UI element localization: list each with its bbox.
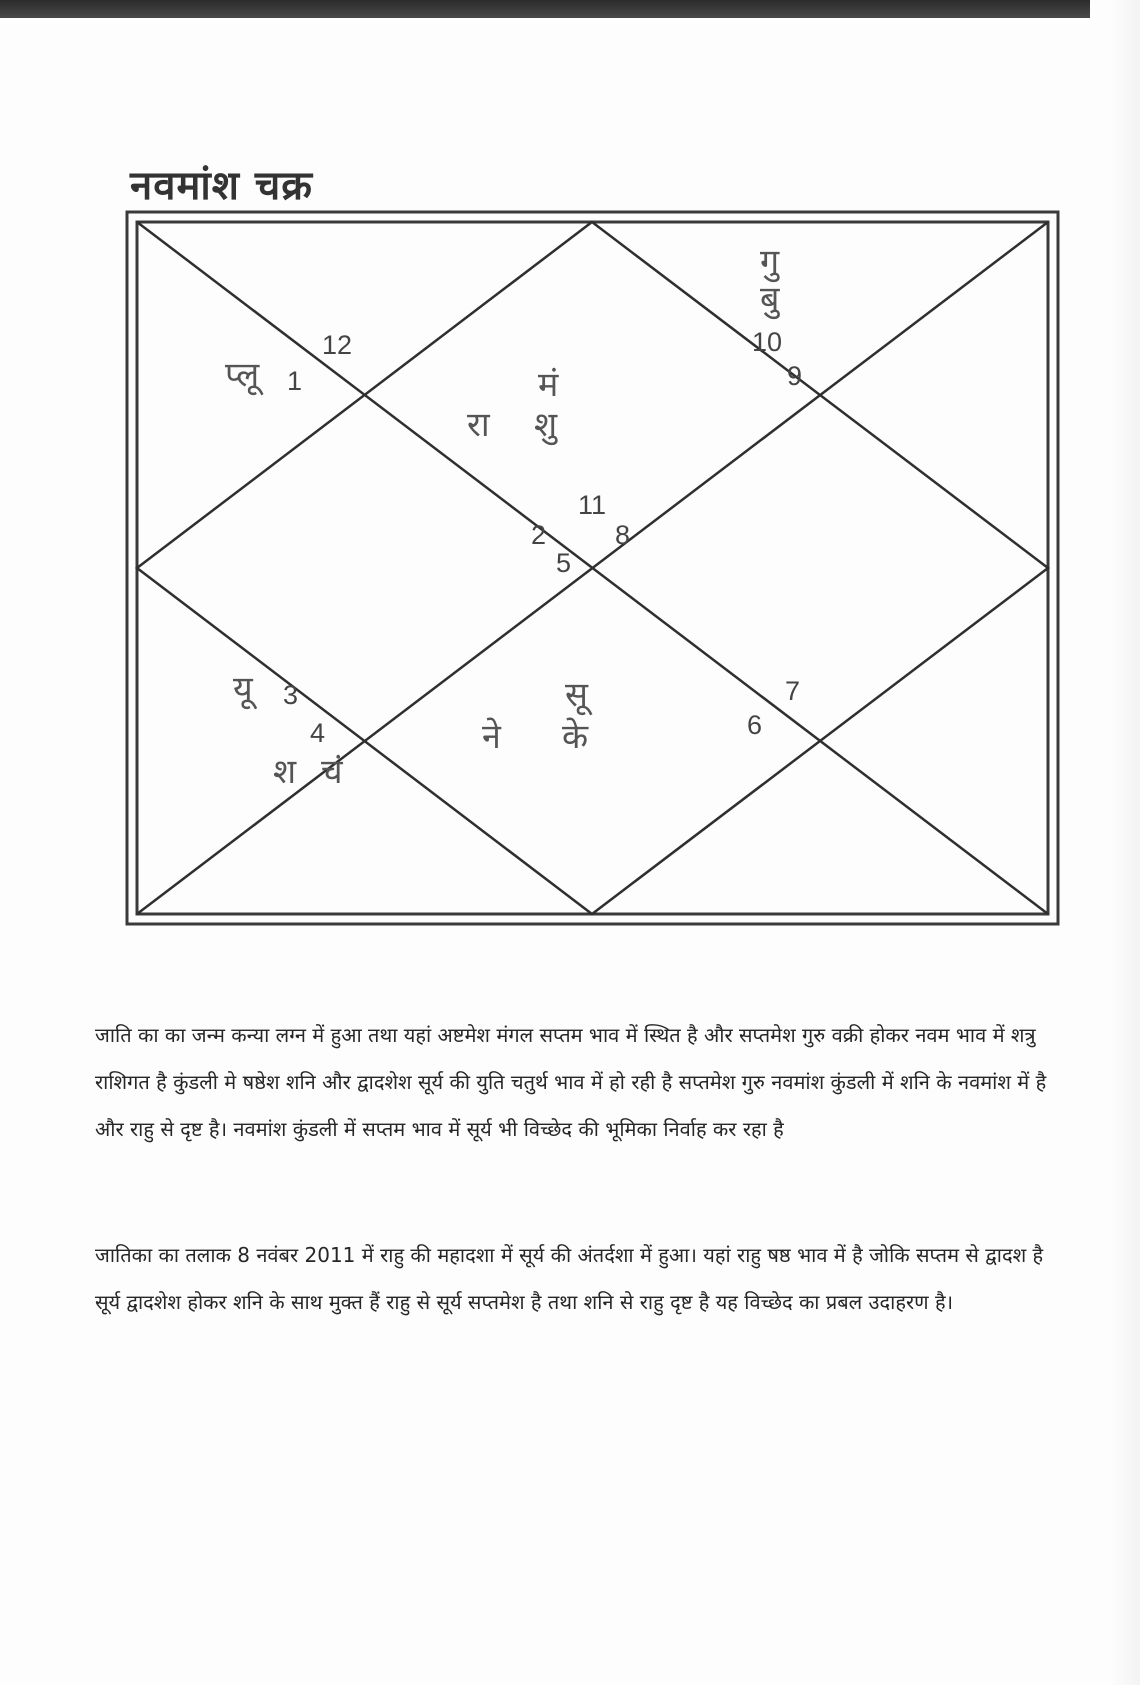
scan-top-border — [0, 0, 1090, 18]
planet-shani: श — [273, 752, 297, 792]
planet-surya: सू — [565, 675, 588, 715]
navamsha-chart — [125, 210, 1060, 926]
house-number-12: 12 — [322, 330, 353, 360]
house-number-6: 6 — [747, 710, 763, 740]
house-number-7: 7 — [785, 676, 801, 706]
paragraph-divorce-example: जातिका का तलाक 8 नवंबर 2011 में राहु की महादशा में सूर्य की अंतर्दशा में हुआ। यहां राहु षष्ठ भाव में है जोकि सप्तम से द्वादश है सूर्य द्वादशेश होकर शनि के साथ मुक्त हैं राहु से सूर्य सप्तमेश है तथा शनि से राहु दृष्ट है यह विच्छेद का प्रबल उदाहरण है। — [95, 1243, 1044, 1314]
planet-neptune: ने — [482, 717, 501, 757]
house-number-11: 11 — [578, 490, 607, 520]
house-number-5: 5 — [556, 548, 572, 578]
planet-uranus: यू — [233, 669, 253, 709]
paragraph-analysis: जाति का का जन्म कन्या लग्न में हुआ तथा यहां अष्टमेश मंगल सप्तम भाव में स्थित है और सप्तमेश गुरु वक्री होकर नवम भाव में शत्रु राशिगत है कुंडली मे षष्ठेश शनि और द्वादशेश सूर्य की युति चतुर्थ भाव में हो रही है सप्तमेश गुरु नवमांश कुंडली में शनि के नवमांश में है और राहु से दृष्ट है। नवमांश कुंडली में सप्तम भाव में सूर्य भी विच्छेद की भूमिका निर्वाह कर रहा है — [95, 1023, 1047, 1141]
planet-rahu: रा — [467, 405, 490, 445]
house-number-4: 4 — [310, 718, 326, 748]
scan-right-edge — [1110, 0, 1140, 1685]
planet-shukra: शु — [534, 405, 558, 445]
house-number-1: 1 — [287, 366, 303, 396]
house-number-3: 3 — [283, 680, 299, 710]
planet-ketu: के — [562, 717, 589, 757]
chart-grid — [125, 210, 1060, 926]
planet-budh: बु — [760, 279, 780, 319]
planet-chandra: चं — [321, 752, 343, 792]
planet-pluto: प्लू — [225, 355, 260, 395]
house-number-9: 9 — [787, 361, 803, 391]
house-number-10: 10 — [752, 327, 783, 357]
planet-mangal: मं — [538, 365, 559, 405]
house-number-2: 2 — [531, 520, 547, 550]
page-title: नवमांश चक्र — [130, 163, 313, 209]
planet-guru: गु — [760, 242, 780, 282]
house-number-8: 8 — [615, 520, 631, 550]
